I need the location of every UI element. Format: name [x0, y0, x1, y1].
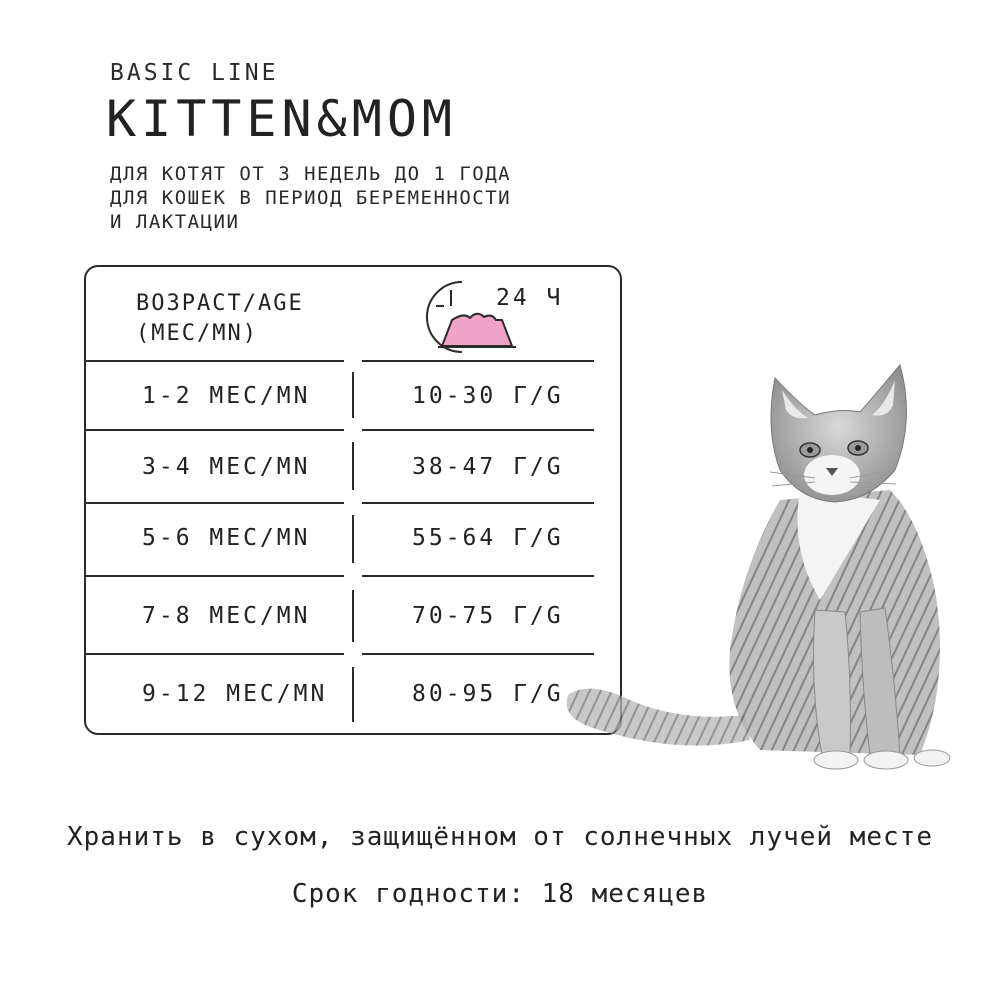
food-bowl-icon	[438, 314, 516, 347]
column-divider	[352, 667, 354, 722]
row-amount: 55-64 Г/G	[412, 525, 564, 551]
storage-note: Хранить в сухом, защищённом от солнечных лучей месте	[67, 822, 933, 852]
row-age: 3-4 МЕС/MN	[142, 454, 311, 480]
row-divider	[86, 575, 344, 577]
description-line-2: ДЛЯ КОШЕК В ПЕРИОД БЕРЕМЕННОСТИ	[110, 187, 512, 209]
row-divider	[86, 429, 344, 431]
row-amount: 80-95 Г/G	[412, 681, 564, 707]
product-description	[110, 162, 511, 234]
age-header-line-2: (МЕС/MN)	[136, 321, 258, 346]
cat-illustration	[560, 350, 960, 780]
column-divider	[352, 515, 354, 563]
row-divider	[86, 502, 344, 504]
row-divider	[86, 360, 344, 362]
column-divider	[352, 590, 354, 642]
description-line-1: ДЛЯ КОТЯТ ОТ 3 НЕДЕЛЬ ДО 1 ГОДА	[110, 163, 512, 185]
description-line-3: И ЛАКТАЦИИ	[110, 211, 240, 233]
row-age: 7-8 МЕС/MN	[142, 603, 311, 629]
row-age: 9-12 МЕС/MN	[142, 681, 328, 707]
row-age: 1-2 МЕС/MN	[142, 383, 311, 409]
age-column-header	[136, 289, 304, 349]
row-amount: 38-47 Г/G	[412, 454, 564, 480]
row-divider	[86, 653, 344, 655]
product-title: KITTEN&MOM	[106, 90, 458, 148]
column-divider	[352, 372, 354, 418]
row-amount: 70-75 Г/G	[412, 603, 564, 629]
row-age: 5-6 МЕС/MN	[142, 525, 311, 551]
age-header-line-1: ВОЗРАСТ/AGE	[136, 291, 304, 316]
period-header: 24 Ч	[496, 285, 564, 311]
brand-line: BASIC LINE	[110, 60, 279, 86]
row-amount: 10-30 Г/G	[412, 383, 564, 409]
column-divider	[352, 442, 354, 490]
shelf-life: Срок годности: 18 месяцев	[291, 879, 709, 909]
